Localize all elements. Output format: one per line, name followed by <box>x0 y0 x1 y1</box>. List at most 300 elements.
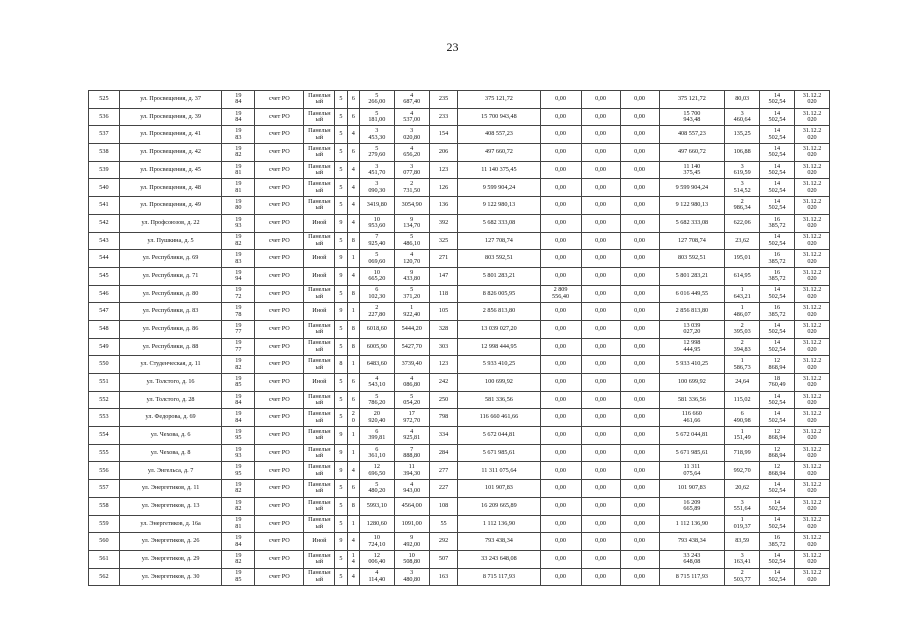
cell-deadline: 31.12.2 020 <box>795 444 830 462</box>
cell-account-type: счет РО <box>255 356 304 374</box>
cell-row-number: 545 <box>89 267 120 285</box>
cell-entrances: 6 <box>347 108 359 126</box>
cell-entrances: 1 <box>347 427 359 445</box>
cell-account-type: счет РО <box>255 197 304 215</box>
cell-account-type: счет РО <box>255 338 304 356</box>
cell-deadline: 31.12.2 020 <box>795 214 830 232</box>
table-row <box>89 497 830 515</box>
cell-account-type: счет РО <box>255 480 304 498</box>
cell-entrances: 4 <box>347 568 359 586</box>
cell-wall-material: Панельн ый <box>304 108 335 126</box>
cell-source-2: 0,00 <box>581 427 620 445</box>
cell-owner-funds: 101 907,83 <box>659 480 725 498</box>
cell-unit-cost: 2 503,77 <box>725 568 760 586</box>
cell-unit-cost: 2 394,83 <box>725 338 760 356</box>
cell-limit-cost: 14 502,54 <box>760 197 795 215</box>
cell-row-number: 561 <box>89 550 120 568</box>
cell-source-2: 0,00 <box>581 303 620 321</box>
cell-entrances: 6 <box>347 91 359 109</box>
cell-source-3: 0,00 <box>620 232 659 250</box>
cell-wall-material: Панельн ый <box>304 409 335 427</box>
cell-wall-material: Иной <box>304 214 335 232</box>
cell-source-1: 2 809 556,40 <box>540 285 581 303</box>
cell-source-3: 0,00 <box>620 497 659 515</box>
cell-source-1: 0,00 <box>540 144 581 162</box>
cell-wall-material: Панельн ый <box>304 320 335 338</box>
cell-deadline: 31.12.2 020 <box>795 391 830 409</box>
cell-wall-material: Панельн ый <box>304 550 335 568</box>
cell-row-number: 546 <box>89 285 120 303</box>
cell-owner-funds: 375 121,72 <box>659 91 725 109</box>
cell-account-type: счет РО <box>255 285 304 303</box>
cell-limit-cost: 12 868,94 <box>760 356 795 374</box>
cell-unit-cost: 23,62 <box>725 232 760 250</box>
cell-total-cost: 9 599 904,24 <box>458 179 540 197</box>
cell-wall-material: Панельн ый <box>304 480 335 498</box>
cell-source-2: 0,00 <box>581 108 620 126</box>
cell-address: ул. Пушкина, д. 5 <box>119 232 222 250</box>
cell-source-3: 0,00 <box>620 161 659 179</box>
cell-limit-cost: 14 502,54 <box>760 497 795 515</box>
cell-year-built: 19 72 <box>222 285 255 303</box>
cell-owner-funds: 408 557,23 <box>659 126 725 144</box>
cell-total-cost: 12 998 444,95 <box>458 338 540 356</box>
cell-address: ул. Просвещения, д. 41 <box>119 126 222 144</box>
cell-living-area: 1 922,40 <box>394 303 429 321</box>
table-row <box>89 320 830 338</box>
cell-living-area: 4 943,00 <box>394 480 429 498</box>
cell-residents: 147 <box>429 267 458 285</box>
cell-total-cost: 116 660 461,66 <box>458 409 540 427</box>
cell-living-area: 4 925,81 <box>394 427 429 445</box>
table-row <box>89 161 830 179</box>
cell-unit-cost: 1 019,37 <box>725 515 760 533</box>
cell-address: ул. Просвещения, д. 42 <box>119 144 222 162</box>
cell-source-2: 0,00 <box>581 462 620 480</box>
cell-row-number: 557 <box>89 480 120 498</box>
cell-entrances: 1 <box>347 444 359 462</box>
cell-floors: 5 <box>335 374 347 392</box>
cell-total-area: 2 227,80 <box>359 303 394 321</box>
cell-floors: 5 <box>335 161 347 179</box>
cell-source-1: 0,00 <box>540 462 581 480</box>
cell-entrances: 4 <box>347 179 359 197</box>
cell-deadline: 31.12.2 020 <box>795 144 830 162</box>
cell-source-3: 0,00 <box>620 356 659 374</box>
cell-total-cost: 33 243 648,08 <box>458 550 540 568</box>
cell-source-3: 0,00 <box>620 320 659 338</box>
cell-source-3: 0,00 <box>620 214 659 232</box>
cell-deadline: 31.12.2 020 <box>795 267 830 285</box>
table-row <box>89 267 830 285</box>
cell-account-type: счет РО <box>255 91 304 109</box>
cell-source-1: 0,00 <box>540 108 581 126</box>
table-row <box>89 533 830 551</box>
cell-limit-cost: 16 385,72 <box>760 250 795 268</box>
cell-deadline: 31.12.2 020 <box>795 232 830 250</box>
cell-account-type: счет РО <box>255 462 304 480</box>
cell-year-built: 19 82 <box>222 356 255 374</box>
cell-living-area: 5427,70 <box>394 338 429 356</box>
cell-source-3: 0,00 <box>620 427 659 445</box>
cell-unit-cost: 3 619,59 <box>725 161 760 179</box>
cell-floors: 5 <box>335 197 347 215</box>
cell-source-3: 0,00 <box>620 338 659 356</box>
cell-floors: 9 <box>335 214 347 232</box>
cell-deadline: 31.12.2 020 <box>795 179 830 197</box>
cell-limit-cost: 16 385,72 <box>760 214 795 232</box>
cell-total-area: 10 665,20 <box>359 267 394 285</box>
table-row <box>89 550 830 568</box>
cell-floors: 5 <box>335 126 347 144</box>
cell-wall-material: Панельн ый <box>304 161 335 179</box>
cell-residents: 227 <box>429 480 458 498</box>
cell-address: ул. Профсоюзов, д. 22 <box>119 214 222 232</box>
cell-source-2: 0,00 <box>581 320 620 338</box>
cell-limit-cost: 14 502,54 <box>760 108 795 126</box>
cell-residents: 108 <box>429 497 458 515</box>
cell-living-area: 4 687,40 <box>394 91 429 109</box>
cell-total-area: 12 696,50 <box>359 462 394 480</box>
cell-year-built: 19 84 <box>222 91 255 109</box>
cell-unit-cost: 614,95 <box>725 267 760 285</box>
cell-source-1: 0,00 <box>540 91 581 109</box>
cell-limit-cost: 16 385,72 <box>760 267 795 285</box>
cell-row-number: 549 <box>89 338 120 356</box>
cell-living-area: 5 486,10 <box>394 232 429 250</box>
cell-source-1: 0,00 <box>540 427 581 445</box>
cell-total-cost: 803 592,51 <box>458 250 540 268</box>
cell-row-number: 543 <box>89 232 120 250</box>
cell-total-area: 6 361,10 <box>359 444 394 462</box>
cell-address: ул. Энергетиков, д. 26 <box>119 533 222 551</box>
cell-wall-material: Панельн ый <box>304 427 335 445</box>
cell-floors: 5 <box>335 338 347 356</box>
cell-account-type: счет РО <box>255 515 304 533</box>
cell-floors: 5 <box>335 144 347 162</box>
cell-unit-cost: 106,88 <box>725 144 760 162</box>
cell-wall-material: Иной <box>304 533 335 551</box>
cell-limit-cost: 14 502,54 <box>760 391 795 409</box>
cell-owner-funds: 100 699,92 <box>659 374 725 392</box>
cell-account-type: счет РО <box>255 214 304 232</box>
cell-owner-funds: 5 672 044,81 <box>659 427 725 445</box>
cell-entrances: 6 <box>347 144 359 162</box>
table-row <box>89 91 830 109</box>
cell-source-2: 0,00 <box>581 232 620 250</box>
cell-owner-funds: 11 311 075,64 <box>659 462 725 480</box>
cell-total-cost: 408 557,23 <box>458 126 540 144</box>
cell-account-type: счет РО <box>255 126 304 144</box>
cell-floors: 5 <box>335 409 347 427</box>
cell-residents: 118 <box>429 285 458 303</box>
cell-row-number: 559 <box>89 515 120 533</box>
cell-source-3: 0,00 <box>620 108 659 126</box>
table-row <box>89 374 830 392</box>
cell-source-3: 0,00 <box>620 462 659 480</box>
cell-entrances: 8 <box>347 232 359 250</box>
cell-row-number: 556 <box>89 462 120 480</box>
cell-source-1: 0,00 <box>540 232 581 250</box>
table-row <box>89 214 830 232</box>
cell-deadline: 31.12.2 020 <box>795 550 830 568</box>
cell-source-2: 0,00 <box>581 480 620 498</box>
cell-total-area: 5 786,20 <box>359 391 394 409</box>
table-row <box>89 480 830 498</box>
cell-living-area: 7 888,80 <box>394 444 429 462</box>
cell-unit-cost: 6 490,98 <box>725 409 760 427</box>
cell-entrances: 1 4 <box>347 550 359 568</box>
cell-year-built: 19 82 <box>222 497 255 515</box>
cell-unit-cost: 3 460,64 <box>725 108 760 126</box>
cell-residents: 292 <box>429 533 458 551</box>
cell-residents: 233 <box>429 108 458 126</box>
cell-floors: 5 <box>335 550 347 568</box>
cell-year-built: 19 81 <box>222 161 255 179</box>
cell-address: ул. Республики, д. 71 <box>119 267 222 285</box>
cell-year-built: 19 83 <box>222 126 255 144</box>
cell-deadline: 31.12.2 020 <box>795 409 830 427</box>
cell-unit-cost: 3 163,41 <box>725 550 760 568</box>
cell-entrances: 4 <box>347 214 359 232</box>
cell-year-built: 19 95 <box>222 427 255 445</box>
cell-unit-cost: 20,62 <box>725 480 760 498</box>
cell-residents: 328 <box>429 320 458 338</box>
cell-residents: 105 <box>429 303 458 321</box>
cell-entrances: 6 <box>347 374 359 392</box>
cell-address: ул. Энергетиков, д. 16а <box>119 515 222 533</box>
cell-living-area: 4 086,80 <box>394 374 429 392</box>
cell-wall-material: Панельн ый <box>304 391 335 409</box>
cell-living-area: 3 020,80 <box>394 126 429 144</box>
cell-total-area: 5 069,60 <box>359 250 394 268</box>
cell-residents: 250 <box>429 391 458 409</box>
cell-source-3: 0,00 <box>620 409 659 427</box>
cell-residents: 798 <box>429 409 458 427</box>
cell-wall-material: Иной <box>304 303 335 321</box>
table-row <box>89 427 830 445</box>
cell-deadline: 31.12.2 020 <box>795 126 830 144</box>
cell-address: ул. Чехова, д. 6 <box>119 427 222 445</box>
cell-entrances: 2 0 <box>347 409 359 427</box>
cell-deadline: 31.12.2 020 <box>795 338 830 356</box>
cell-owner-funds: 8 715 117,93 <box>659 568 725 586</box>
cell-account-type: счет РО <box>255 179 304 197</box>
cell-total-cost: 16 209 665,89 <box>458 497 540 515</box>
cell-address: ул. Просвещения, д. 39 <box>119 108 222 126</box>
cell-limit-cost: 16 385,72 <box>760 303 795 321</box>
cell-row-number: 562 <box>89 568 120 586</box>
cell-total-area: 6 399,81 <box>359 427 394 445</box>
cell-total-area: 10 953,60 <box>359 214 394 232</box>
cell-row-number: 542 <box>89 214 120 232</box>
cell-living-area: 17 972,70 <box>394 409 429 427</box>
cell-source-2: 0,00 <box>581 374 620 392</box>
cell-residents: 163 <box>429 568 458 586</box>
cell-unit-cost: 83,59 <box>725 533 760 551</box>
cell-living-area: 9 433,80 <box>394 267 429 285</box>
cell-residents: 154 <box>429 126 458 144</box>
cell-year-built: 19 80 <box>222 197 255 215</box>
cell-total-cost: 793 438,34 <box>458 533 540 551</box>
cell-living-area: 5 371,20 <box>394 285 429 303</box>
table-row <box>89 232 830 250</box>
cell-living-area: 9 134,70 <box>394 214 429 232</box>
cell-limit-cost: 14 502,54 <box>760 126 795 144</box>
cell-deadline: 31.12.2 020 <box>795 515 830 533</box>
cell-account-type: счет РО <box>255 144 304 162</box>
table-row <box>89 356 830 374</box>
cell-unit-cost: 1 151,49 <box>725 427 760 445</box>
cell-floors: 5 <box>335 480 347 498</box>
cell-deadline: 31.12.2 020 <box>795 250 830 268</box>
cell-residents: 277 <box>429 462 458 480</box>
cell-living-area: 2 731,50 <box>394 179 429 197</box>
table-row <box>89 462 830 480</box>
cell-total-cost: 9 122 980,13 <box>458 197 540 215</box>
cell-address: ул. Просвещения, д. 48 <box>119 179 222 197</box>
cell-residents: 271 <box>429 250 458 268</box>
cell-owner-funds: 1 112 136,90 <box>659 515 725 533</box>
table-row <box>89 179 830 197</box>
cell-total-area: 6483,60 <box>359 356 394 374</box>
cell-source-3: 0,00 <box>620 144 659 162</box>
cell-address: ул. Энгельса, д. 7 <box>119 462 222 480</box>
table-row <box>89 444 830 462</box>
cell-limit-cost: 14 502,54 <box>760 161 795 179</box>
cell-deadline: 31.12.2 020 <box>795 303 830 321</box>
cell-source-1: 0,00 <box>540 320 581 338</box>
cell-wall-material: Панельн ый <box>304 356 335 374</box>
cell-year-built: 19 95 <box>222 462 255 480</box>
cell-floors: 9 <box>335 427 347 445</box>
cell-source-1: 0,00 <box>540 374 581 392</box>
cell-floors: 5 <box>335 91 347 109</box>
cell-unit-cost: 80,03 <box>725 91 760 109</box>
cell-limit-cost: 14 502,54 <box>760 285 795 303</box>
cell-total-area: 6018,60 <box>359 320 394 338</box>
cell-source-3: 0,00 <box>620 126 659 144</box>
cell-living-area: 4 120,70 <box>394 250 429 268</box>
cell-owner-funds: 116 660 461,66 <box>659 409 725 427</box>
cell-source-3: 0,00 <box>620 568 659 586</box>
cell-total-cost: 5 801 283,21 <box>458 267 540 285</box>
cell-source-2: 0,00 <box>581 533 620 551</box>
cell-account-type: счет РО <box>255 550 304 568</box>
cell-source-2: 0,00 <box>581 161 620 179</box>
table-row <box>89 568 830 586</box>
cell-source-2: 0,00 <box>581 285 620 303</box>
cell-wall-material: Панельн ый <box>304 515 335 533</box>
cell-address: ул. Чехова, д. 8 <box>119 444 222 462</box>
cell-deadline: 31.12.2 020 <box>795 568 830 586</box>
cell-source-1: 0,00 <box>540 480 581 498</box>
cell-floors: 5 <box>335 179 347 197</box>
cell-deadline: 31.12.2 020 <box>795 197 830 215</box>
cell-owner-funds: 497 660,72 <box>659 144 725 162</box>
cell-source-2: 0,00 <box>581 550 620 568</box>
cell-residents: 242 <box>429 374 458 392</box>
cell-owner-funds: 33 243 648,08 <box>659 550 725 568</box>
cell-deadline: 31.12.2 020 <box>795 533 830 551</box>
cell-unit-cost: 195,01 <box>725 250 760 268</box>
cell-source-1: 0,00 <box>540 126 581 144</box>
cell-residents: 123 <box>429 356 458 374</box>
cell-deadline: 31.12.2 020 <box>795 374 830 392</box>
cell-deadline: 31.12.2 020 <box>795 356 830 374</box>
cell-source-1: 0,00 <box>540 568 581 586</box>
cell-row-number: 550 <box>89 356 120 374</box>
table-row <box>89 285 830 303</box>
cell-year-built: 19 84 <box>222 533 255 551</box>
cell-living-area: 5444,20 <box>394 320 429 338</box>
cell-total-area: 3 090,30 <box>359 179 394 197</box>
cell-address: ул. Энергетиков, д. 29 <box>119 550 222 568</box>
cell-total-area: 4 543,10 <box>359 374 394 392</box>
cell-total-cost: 5 933 410,25 <box>458 356 540 374</box>
cell-deadline: 31.12.2 020 <box>795 161 830 179</box>
table-row <box>89 303 830 321</box>
cell-living-area: 4 656,20 <box>394 144 429 162</box>
cell-wall-material: Панельн ый <box>304 232 335 250</box>
cell-total-cost: 15 700 943,48 <box>458 108 540 126</box>
cell-source-3: 0,00 <box>620 250 659 268</box>
cell-source-1: 0,00 <box>540 179 581 197</box>
cell-source-1: 0,00 <box>540 515 581 533</box>
cell-account-type: счет РО <box>255 303 304 321</box>
cell-source-1: 0,00 <box>540 250 581 268</box>
cell-unit-cost: 3 551,64 <box>725 497 760 515</box>
cell-account-type: счет РО <box>255 374 304 392</box>
cell-total-cost: 13 039 027,20 <box>458 320 540 338</box>
cell-unit-cost: 992,70 <box>725 462 760 480</box>
cell-unit-cost: 2 395,03 <box>725 320 760 338</box>
cell-deadline: 31.12.2 020 <box>795 480 830 498</box>
cell-row-number: 537 <box>89 126 120 144</box>
table-row <box>89 409 830 427</box>
cell-row-number: 558 <box>89 497 120 515</box>
cell-limit-cost: 14 502,54 <box>760 144 795 162</box>
cell-limit-cost: 14 502,54 <box>760 550 795 568</box>
cell-source-3: 0,00 <box>620 515 659 533</box>
table-row <box>89 250 830 268</box>
cell-owner-funds: 793 438,34 <box>659 533 725 551</box>
cell-row-number: 525 <box>89 91 120 109</box>
cell-year-built: 19 84 <box>222 108 255 126</box>
cell-entrances: 4 <box>347 533 359 551</box>
cell-account-type: счет РО <box>255 409 304 427</box>
cell-wall-material: Панельн ый <box>304 285 335 303</box>
cell-source-2: 0,00 <box>581 568 620 586</box>
cell-source-3: 0,00 <box>620 391 659 409</box>
cell-entrances: 1 <box>347 356 359 374</box>
cell-source-1: 0,00 <box>540 197 581 215</box>
cell-owner-funds: 127 708,74 <box>659 232 725 250</box>
cell-year-built: 19 85 <box>222 374 255 392</box>
cell-total-area: 5 480,20 <box>359 480 394 498</box>
cell-row-number: 560 <box>89 533 120 551</box>
cell-source-2: 0,00 <box>581 267 620 285</box>
cell-address: ул. Республики, д. 88 <box>119 338 222 356</box>
cell-wall-material: Панельн ый <box>304 444 335 462</box>
cell-address: ул. Энергетиков, д. 11 <box>119 480 222 498</box>
cell-owner-funds: 5 682 333,08 <box>659 214 725 232</box>
cell-total-area: 1280,60 <box>359 515 394 533</box>
cell-limit-cost: 14 502,54 <box>760 338 795 356</box>
cell-residents: 334 <box>429 427 458 445</box>
cell-source-2: 0,00 <box>581 409 620 427</box>
cell-living-area: 3 077,80 <box>394 161 429 179</box>
